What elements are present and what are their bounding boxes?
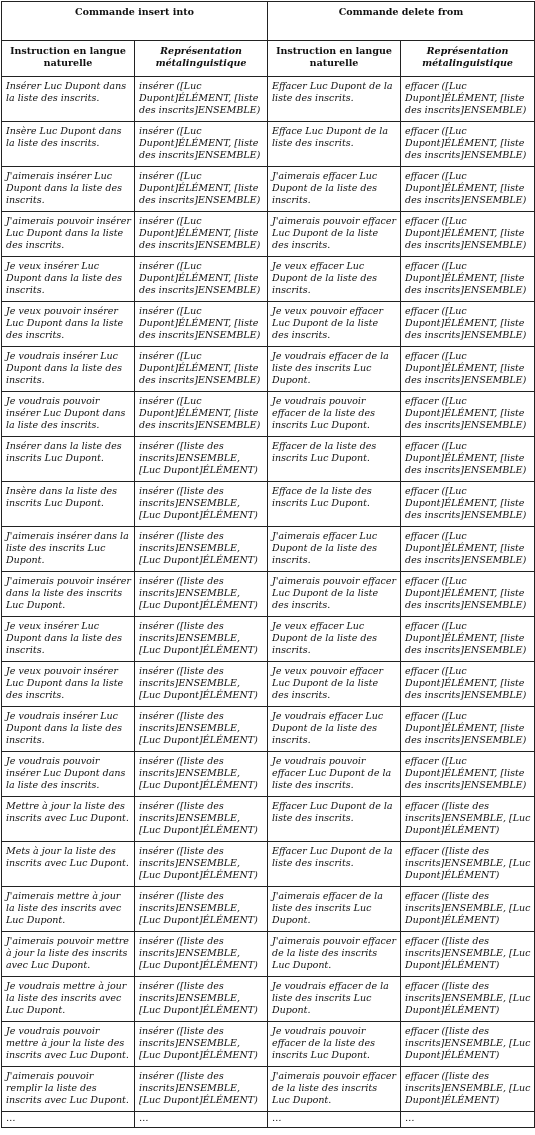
insert-instruction-cell: Je veux pouvoir insérer Luc Dupont dans la liste des inscrits. [2, 662, 135, 707]
table-row [2, 572, 535, 617]
delete-representation-cell: effacer ([liste des inscrits]ENSEMBLE, [Luc Dupont]ÉLÉMENT) [401, 797, 535, 842]
delete-representation-cell: effacer ([Luc Dupont]ÉLÉMENT, [liste des inscrits]ENSEMBLE) [401, 122, 535, 167]
table-row [2, 482, 535, 527]
table-row [2, 887, 535, 932]
delete-representation-cell: effacer ([Luc Dupont]ÉLÉMENT, [liste des inscrits]ENSEMBLE) [401, 212, 535, 257]
commands-table [1, 1, 535, 1128]
delete-instruction-cell: J'aimerais pouvoir effacer Luc Dupont de la liste des inscrits. [268, 212, 401, 257]
delete-representation-cell: effacer ([Luc Dupont]ÉLÉMENT, [liste des inscrits]ENSEMBLE) [401, 482, 535, 527]
insert-representation-cell: insérer ([liste des inscrits]ENSEMBLE, [Luc Dupont]ÉLÉMENT) [135, 887, 268, 932]
delete-representation-cell: effacer ([Luc Dupont]ÉLÉMENT, [liste des inscrits]ENSEMBLE) [401, 167, 535, 212]
insert-instruction-cell: Je veux insérer Luc Dupont dans la liste des inscrits. [2, 617, 135, 662]
table-row [2, 1112, 535, 1128]
delete-representation-cell: effacer ([Luc Dupont]ÉLÉMENT, [liste des inscrits]ENSEMBLE) [401, 302, 535, 347]
insert-representation-cell: insérer ([Luc Dupont]ÉLÉMENT, [liste des inscrits]ENSEMBLE) [135, 257, 268, 302]
insert-instruction-cell: Mettre à jour la liste des inscrits avec Luc Dupont. [2, 797, 135, 842]
insert-representation-cell: insérer ([liste des inscrits]ENSEMBLE, [Luc Dupont]ÉLÉMENT) [135, 842, 268, 887]
delete-instruction-cell: Effacer Luc Dupont de la liste des inscrits. [268, 842, 401, 887]
table-row [2, 302, 535, 347]
insert-representation-cell: insérer ([liste des inscrits]ENSEMBLE, [Luc Dupont]ÉLÉMENT) [135, 932, 268, 977]
insert-instruction-cell: J'aimerais pouvoir mettre à jour la liste des inscrits avec Luc Dupont. [2, 932, 135, 977]
delete-instruction-cell: Je veux pouvoir effacer Luc Dupont de la liste des inscrits. [268, 662, 401, 707]
delete-instruction-cell: Efface Luc Dupont de la liste des inscrits. [268, 122, 401, 167]
insert-representation-cell: insérer ([liste des inscrits]ENSEMBLE, [Luc Dupont]ÉLÉMENT) [135, 527, 268, 572]
column-header-row [2, 41, 535, 77]
insert-representation-cell: insérer ([liste des inscrits]ENSEMBLE, [Luc Dupont]ÉLÉMENT) [135, 977, 268, 1022]
delete-representation-cell: effacer ([liste des inscrits]ENSEMBLE, [Luc Dupont]ÉLÉMENT) [401, 932, 535, 977]
insert-instruction-cell: J'aimerais pouvoir insérer Luc Dupont dans la liste des inscrits. [2, 212, 135, 257]
delete-representation-cell: effacer ([liste des inscrits]ENSEMBLE, [Luc Dupont]ÉLÉMENT) [401, 1067, 535, 1112]
delete-representation-cell: effacer ([Luc Dupont]ÉLÉMENT, [liste des inscrits]ENSEMBLE) [401, 347, 535, 392]
insert-instruction-cell: Je voudrais insérer Luc Dupont dans la liste des inscrits. [2, 347, 135, 392]
insert-instruction-header: Instruction en langue naturelle [2, 41, 135, 77]
table-row [2, 797, 535, 842]
delete-representation-cell: effacer ([Luc Dupont]ÉLÉMENT, [liste des inscrits]ENSEMBLE) [401, 752, 535, 797]
insert-instruction-cell: … [2, 1112, 135, 1128]
insert-representation-cell: insérer ([liste des inscrits]ENSEMBLE, [Luc Dupont]ÉLÉMENT) [135, 572, 268, 617]
insert-instruction-cell: Je voudrais pouvoir mettre à jour la liste des inscrits avec Luc Dupont. [2, 1022, 135, 1067]
table-row [2, 752, 535, 797]
insert-command-header: Commande insert into [2, 2, 268, 41]
insert-instruction-cell: J'aimerais mettre à jour la liste des inscrits avec Luc Dupont. [2, 887, 135, 932]
delete-instruction-cell: Efface de la liste des inscrits Luc Dupont. [268, 482, 401, 527]
insert-instruction-cell: Mets à jour la liste des inscrits avec Luc Dupont. [2, 842, 135, 887]
table-row [2, 617, 535, 662]
insert-instruction-cell: Je voudrais insérer Luc Dupont dans la liste des inscrits. [2, 707, 135, 752]
delete-instruction-cell: J'aimerais pouvoir effacer de la liste des inscrits Luc Dupont. [268, 932, 401, 977]
insert-representation-cell: insérer ([Luc Dupont]ÉLÉMENT, [liste des inscrits]ENSEMBLE) [135, 167, 268, 212]
insert-representation-cell: insérer ([liste des inscrits]ENSEMBLE, [Luc Dupont]ÉLÉMENT) [135, 1022, 268, 1067]
delete-instruction-cell: Je voudrais effacer de la liste des inscrits Luc Dupont. [268, 347, 401, 392]
insert-representation-cell: insérer ([liste des inscrits]ENSEMBLE, [Luc Dupont]ÉLÉMENT) [135, 707, 268, 752]
delete-command-header: Commande delete from [268, 2, 535, 41]
delete-representation-cell: effacer ([Luc Dupont]ÉLÉMENT, [liste des inscrits]ENSEMBLE) [401, 392, 535, 437]
insert-representation-cell: insérer ([liste des inscrits]ENSEMBLE, [Luc Dupont]ÉLÉMENT) [135, 797, 268, 842]
delete-instruction-cell: Je voudrais pouvoir effacer de la liste des inscrits Luc Dupont. [268, 1022, 401, 1067]
table-row [2, 842, 535, 887]
insert-instruction-cell: Je voudrais pouvoir insérer Luc Dupont dans la liste des inscrits. [2, 392, 135, 437]
command-header-row [2, 2, 535, 41]
table-row [2, 1022, 535, 1067]
insert-representation-cell: insérer ([liste des inscrits]ENSEMBLE, [Luc Dupont]ÉLÉMENT) [135, 1067, 268, 1112]
table-row [2, 167, 535, 212]
delete-instruction-cell: Effacer de la liste des inscrits Luc Dupont. [268, 437, 401, 482]
delete-instruction-cell: J'aimerais effacer Luc Dupont de la liste des inscrits. [268, 167, 401, 212]
delete-representation-cell: effacer ([Luc Dupont]ÉLÉMENT, [liste des inscrits]ENSEMBLE) [401, 437, 535, 482]
insert-instruction-cell: Insérer Luc Dupont dans la liste des inscrits. [2, 77, 135, 122]
table-row [2, 77, 535, 122]
delete-representation-cell: effacer ([liste des inscrits]ENSEMBLE, [Luc Dupont]ÉLÉMENT) [401, 887, 535, 932]
table-row [2, 527, 535, 572]
insert-representation-cell: … [135, 1112, 268, 1128]
insert-representation-cell: insérer ([liste des inscrits]ENSEMBLE, [Luc Dupont]ÉLÉMENT) [135, 662, 268, 707]
delete-instruction-cell: Je voudrais effacer Luc Dupont de la liste des inscrits. [268, 707, 401, 752]
insert-instruction-cell: Je veux insérer Luc Dupont dans la liste des inscrits. [2, 257, 135, 302]
delete-instruction-cell: Effacer Luc Dupont de la liste des inscrits. [268, 77, 401, 122]
insert-representation-cell: insérer ([liste des inscrits]ENSEMBLE, [Luc Dupont]ÉLÉMENT) [135, 437, 268, 482]
delete-instruction-cell: J'aimerais effacer de la liste des inscrits Luc Dupont. [268, 887, 401, 932]
insert-representation-cell: insérer ([Luc Dupont]ÉLÉMENT, [liste des inscrits]ENSEMBLE) [135, 122, 268, 167]
insert-representation-cell: insérer ([Luc Dupont]ÉLÉMENT, [liste des inscrits]ENSEMBLE) [135, 347, 268, 392]
delete-representation-cell: effacer ([Luc Dupont]ÉLÉMENT, [liste des inscrits]ENSEMBLE) [401, 617, 535, 662]
delete-representation-cell: effacer ([Luc Dupont]ÉLÉMENT, [liste des inscrits]ENSEMBLE) [401, 527, 535, 572]
delete-representation-header: Représentation métalinguistique [401, 41, 535, 77]
insert-representation-cell: insérer ([liste des inscrits]ENSEMBLE, [Luc Dupont]ÉLÉMENT) [135, 617, 268, 662]
insert-representation-cell: insérer ([Luc Dupont]ÉLÉMENT, [liste des inscrits]ENSEMBLE) [135, 77, 268, 122]
insert-instruction-cell: Insère dans la liste des inscrits Luc Dupont. [2, 482, 135, 527]
insert-instruction-cell: Je voudrais mettre à jour la liste des inscrits avec Luc Dupont. [2, 977, 135, 1022]
insert-instruction-cell: Je veux pouvoir insérer Luc Dupont dans la liste des inscrits. [2, 302, 135, 347]
insert-instruction-cell: J'aimerais insérer dans la liste des inscrits Luc Dupont. [2, 527, 135, 572]
insert-instruction-cell: Insère Luc Dupont dans la liste des inscrits. [2, 122, 135, 167]
insert-instruction-cell: J'aimerais insérer Luc Dupont dans la liste des inscrits. [2, 167, 135, 212]
insert-representation-header: Représentation métalinguistique [135, 41, 268, 77]
table-row [2, 437, 535, 482]
insert-instruction-cell: Je voudrais pouvoir insérer Luc Dupont dans la liste des inscrits. [2, 752, 135, 797]
delete-representation-cell: effacer ([liste des inscrits]ENSEMBLE, [Luc Dupont]ÉLÉMENT) [401, 977, 535, 1022]
delete-instruction-cell: Je voudrais effacer de la liste des inscrits Luc Dupont. [268, 977, 401, 1022]
delete-instruction-cell: J'aimerais pouvoir effacer Luc Dupont de la liste des inscrits. [268, 572, 401, 617]
delete-representation-cell: effacer ([liste des inscrits]ENSEMBLE, [Luc Dupont]ÉLÉMENT) [401, 842, 535, 887]
table-row [2, 977, 535, 1022]
delete-representation-cell: … [401, 1112, 535, 1128]
delete-instruction-header: Instruction en langue naturelle [268, 41, 401, 77]
delete-representation-cell: effacer ([Luc Dupont]ÉLÉMENT, [liste des inscrits]ENSEMBLE) [401, 257, 535, 302]
delete-representation-cell: effacer ([Luc Dupont]ÉLÉMENT, [liste des inscrits]ENSEMBLE) [401, 77, 535, 122]
table-body [2, 77, 535, 1128]
table-row [2, 707, 535, 752]
delete-instruction-cell: Je veux effacer Luc Dupont de la liste des inscrits. [268, 617, 401, 662]
delete-instruction-cell: Effacer Luc Dupont de la liste des inscrits. [268, 797, 401, 842]
table-row [2, 1067, 535, 1112]
table-row [2, 392, 535, 437]
insert-instruction-cell: J'aimerais pouvoir insérer dans la liste des inscrits Luc Dupont. [2, 572, 135, 617]
delete-representation-cell: effacer ([Luc Dupont]ÉLÉMENT, [liste des inscrits]ENSEMBLE) [401, 572, 535, 617]
delete-instruction-cell: Je voudrais pouvoir effacer de la liste des inscrits Luc Dupont. [268, 392, 401, 437]
insert-representation-cell: insérer ([Luc Dupont]ÉLÉMENT, [liste des inscrits]ENSEMBLE) [135, 302, 268, 347]
table-row [2, 932, 535, 977]
delete-instruction-cell: J'aimerais effacer Luc Dupont de la liste des inscrits. [268, 527, 401, 572]
table-row [2, 257, 535, 302]
delete-representation-cell: effacer ([liste des inscrits]ENSEMBLE, [Luc Dupont]ÉLÉMENT) [401, 1022, 535, 1067]
table-row [2, 212, 535, 257]
insert-instruction-cell: Insérer dans la liste des inscrits Luc Dupont. [2, 437, 135, 482]
delete-instruction-cell: Je veux effacer Luc Dupont de la liste des inscrits. [268, 257, 401, 302]
insert-instruction-cell: J'aimerais pouvoir remplir la liste des inscrits avec Luc Dupont. [2, 1067, 135, 1112]
delete-representation-cell: effacer ([Luc Dupont]ÉLÉMENT, [liste des inscrits]ENSEMBLE) [401, 662, 535, 707]
delete-instruction-cell: Je voudrais pouvoir effacer Luc Dupont de la liste des inscrits. [268, 752, 401, 797]
insert-representation-cell: insérer ([Luc Dupont]ÉLÉMENT, [liste des inscrits]ENSEMBLE) [135, 392, 268, 437]
insert-representation-cell: insérer ([Luc Dupont]ÉLÉMENT, [liste des inscrits]ENSEMBLE) [135, 212, 268, 257]
delete-instruction-cell: Je veux pouvoir effacer Luc Dupont de la liste des inscrits. [268, 302, 401, 347]
delete-representation-cell: effacer ([Luc Dupont]ÉLÉMENT, [liste des inscrits]ENSEMBLE) [401, 707, 535, 752]
insert-representation-cell: insérer ([liste des inscrits]ENSEMBLE, [Luc Dupont]ÉLÉMENT) [135, 752, 268, 797]
delete-instruction-cell: J'aimerais pouvoir effacer de la liste des inscrits Luc Dupont. [268, 1067, 401, 1112]
table-row [2, 122, 535, 167]
table-row [2, 662, 535, 707]
insert-representation-cell: insérer ([liste des inscrits]ENSEMBLE, [Luc Dupont]ÉLÉMENT) [135, 482, 268, 527]
delete-instruction-cell: … [268, 1112, 401, 1128]
table-row [2, 347, 535, 392]
